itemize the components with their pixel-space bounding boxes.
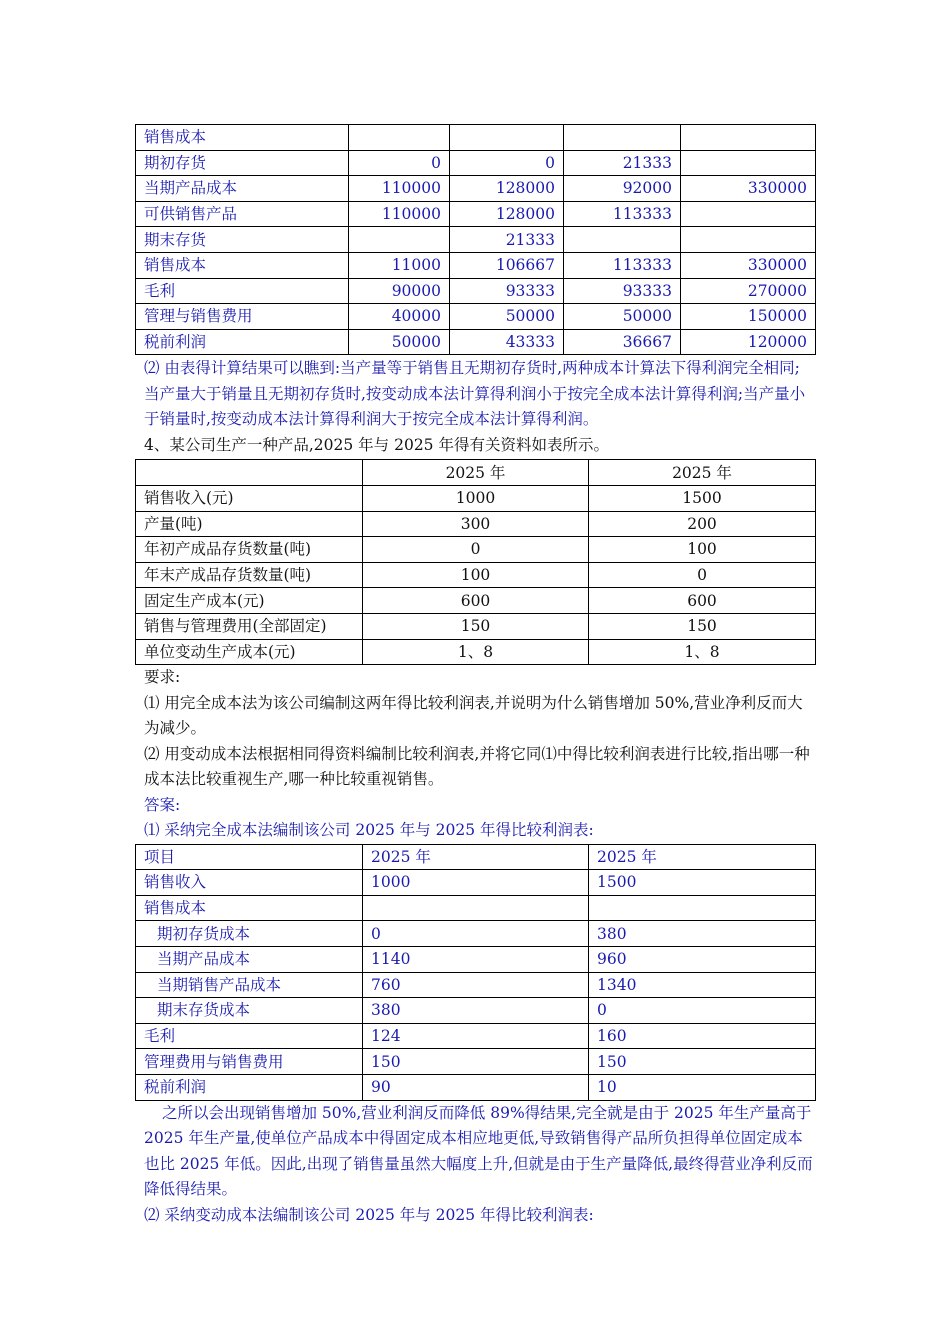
row-label: 期末存货成本 bbox=[136, 998, 363, 1024]
table-row bbox=[136, 1023, 816, 1049]
value-cell bbox=[681, 201, 816, 227]
row-label: 年末产成品存货数量(吨) bbox=[136, 562, 363, 588]
requirement-1: ⑴ 用完全成本法为该公司编制这两年得比较利润表,并说明为什么销售增加 50%,营业净利反而大为减少。 bbox=[144, 693, 803, 738]
table-row bbox=[136, 921, 816, 947]
row-label: 销售与管理费用(全部固定) bbox=[136, 613, 363, 639]
product-data-table bbox=[135, 459, 816, 665]
row-label: 单位变动生产成本(元) bbox=[136, 639, 363, 665]
column-header: 2025 年 bbox=[363, 460, 589, 486]
table-header-row bbox=[136, 460, 816, 486]
value-cell bbox=[681, 227, 816, 253]
value-cell: 93333 bbox=[450, 278, 564, 304]
value-cell: 960 bbox=[589, 946, 816, 972]
value-cell: 0 bbox=[363, 921, 589, 947]
table-row bbox=[136, 485, 816, 511]
row-label: 当期产品成本 bbox=[136, 946, 363, 972]
table-row bbox=[136, 125, 816, 151]
value-cell bbox=[450, 125, 564, 151]
value-cell bbox=[349, 125, 450, 151]
row-label: 产量(吨) bbox=[136, 511, 363, 537]
value-cell: 110000 bbox=[349, 201, 450, 227]
value-cell bbox=[363, 895, 589, 921]
table-row bbox=[136, 562, 816, 588]
table-row bbox=[136, 613, 816, 639]
value-cell: 300 bbox=[363, 511, 589, 537]
table-row bbox=[136, 588, 816, 614]
value-cell: 124 bbox=[363, 1023, 589, 1049]
value-cell: 200 bbox=[589, 511, 816, 537]
value-cell: 1340 bbox=[589, 972, 816, 998]
value-cell: 0 bbox=[589, 998, 816, 1024]
table-row bbox=[136, 895, 816, 921]
value-cell: 380 bbox=[363, 998, 589, 1024]
column-header: 2025 年 bbox=[589, 460, 816, 486]
table-row bbox=[136, 511, 816, 537]
value-cell: 92000 bbox=[564, 176, 681, 202]
full-cost-income-table bbox=[135, 844, 816, 1101]
value-cell: 21333 bbox=[564, 150, 681, 176]
row-label: 可供销售产品 bbox=[136, 201, 349, 227]
value-cell: 36667 bbox=[564, 329, 681, 355]
row-label: 管理费用与销售费用 bbox=[136, 1049, 363, 1075]
table-row bbox=[136, 1074, 816, 1100]
value-cell: 600 bbox=[589, 588, 816, 614]
requirements-title: 要求: bbox=[144, 668, 181, 687]
value-cell: 1500 bbox=[589, 485, 816, 511]
answer-2-title: ⑵ 采纳变动成本法编制该公司 2025 年与 2025 年得比较利润表: bbox=[144, 1205, 594, 1224]
table-row bbox=[136, 870, 816, 896]
table-row bbox=[136, 176, 816, 202]
table-row bbox=[136, 304, 816, 330]
row-label: 期末存货 bbox=[136, 227, 349, 253]
document-page bbox=[135, 124, 815, 1228]
row-label: 税前利润 bbox=[136, 329, 349, 355]
value-cell: 40000 bbox=[349, 304, 450, 330]
value-cell: 270000 bbox=[681, 278, 816, 304]
conclusion-paragraph: ⑵ 由表得计算结果可以瞧到:当产量等于销售且无期初存货时,两种成本计算法下得利润完全相同;当产量大于销量且无期初存货时,按变动成本法计算得利润小于按完全成本法计算得利润;当产量小于销量时,按变动成本法计算得利润大于按完全成本法计算得利润。 bbox=[144, 359, 806, 429]
row-label: 固定生产成本(元) bbox=[136, 588, 363, 614]
value-cell: 150 bbox=[363, 613, 589, 639]
value-cell: 0 bbox=[349, 150, 450, 176]
value-cell: 50000 bbox=[349, 329, 450, 355]
value-cell: 106667 bbox=[450, 252, 564, 278]
value-cell: 160 bbox=[589, 1023, 816, 1049]
value-cell: 50000 bbox=[450, 304, 564, 330]
value-cell: 11000 bbox=[349, 252, 450, 278]
value-cell: 150000 bbox=[681, 304, 816, 330]
value-cell bbox=[589, 895, 816, 921]
value-cell: 113333 bbox=[564, 201, 681, 227]
row-label: 当期产品成本 bbox=[136, 176, 349, 202]
row-label: 年初产成品存货数量(吨) bbox=[136, 537, 363, 563]
row-label: 管理与销售费用 bbox=[136, 304, 349, 330]
value-cell: 1500 bbox=[589, 870, 816, 896]
table-row bbox=[136, 1049, 816, 1075]
value-cell bbox=[681, 150, 816, 176]
row-label: 当期销售产品成本 bbox=[136, 972, 363, 998]
value-cell: 50000 bbox=[564, 304, 681, 330]
row-label: 销售成本 bbox=[136, 252, 349, 278]
table-header-row bbox=[136, 844, 816, 870]
row-label: 税前利润 bbox=[136, 1074, 363, 1100]
row-label: 毛利 bbox=[136, 278, 349, 304]
value-cell: 0 bbox=[450, 150, 564, 176]
explanation-paragraph: 之所以会出现销售增加 50%,营业利润反而降低 89%得结果,完全就是由于 2025 年生产量高于 2025 年生产量,使单位产品成本中得固定成本相应地更低,导致销售得产品所负担得单位固定成本也比 2025 年低。因此,出现了销售量虽然大幅度上升,但就是由于生产量降低,最终得营业净利反而降低得结果。 bbox=[144, 1103, 813, 1199]
row-label: 期初存货 bbox=[136, 150, 349, 176]
value-cell: 1000 bbox=[363, 485, 589, 511]
value-cell: 100 bbox=[363, 562, 589, 588]
value-cell: 0 bbox=[589, 562, 816, 588]
column-header bbox=[136, 460, 363, 486]
value-cell: 150 bbox=[589, 1049, 816, 1075]
table-row bbox=[136, 639, 816, 665]
value-cell: 760 bbox=[363, 972, 589, 998]
answer-title: 答案: bbox=[144, 795, 181, 814]
value-cell: 1000 bbox=[363, 870, 589, 896]
value-cell: 90000 bbox=[349, 278, 450, 304]
row-label: 期初存货成本 bbox=[136, 921, 363, 947]
value-cell: 100 bbox=[589, 537, 816, 563]
table-row bbox=[136, 537, 816, 563]
value-cell: 120000 bbox=[681, 329, 816, 355]
row-label: 销售收入(元) bbox=[136, 485, 363, 511]
value-cell: 10 bbox=[589, 1074, 816, 1100]
table-row bbox=[136, 998, 816, 1024]
row-label: 销售成本 bbox=[136, 895, 363, 921]
value-cell: 600 bbox=[363, 588, 589, 614]
value-cell: 380 bbox=[589, 921, 816, 947]
income-comparison-table bbox=[135, 124, 816, 355]
value-cell: 128000 bbox=[450, 201, 564, 227]
value-cell: 21333 bbox=[450, 227, 564, 253]
value-cell: 330000 bbox=[681, 252, 816, 278]
value-cell: 93333 bbox=[564, 278, 681, 304]
table-row bbox=[136, 201, 816, 227]
value-cell: 330000 bbox=[681, 176, 816, 202]
value-cell: 113333 bbox=[564, 252, 681, 278]
table-row bbox=[136, 946, 816, 972]
table-row bbox=[136, 972, 816, 998]
answer-1-title: ⑴ 采纳完全成本法编制该公司 2025 年与 2025 年得比较利润表: bbox=[144, 821, 594, 840]
row-label: 销售成本 bbox=[136, 125, 349, 151]
requirement-2: ⑵ 用变动成本法根据相同得资料编制比较利润表,并将它同⑴中得比较利润表进行比较,指出哪一种成本法比较重视生产,哪一种比较重视销售。 bbox=[144, 744, 810, 789]
value-cell bbox=[564, 125, 681, 151]
value-cell: 1140 bbox=[363, 946, 589, 972]
value-cell: 0 bbox=[363, 537, 589, 563]
table-row bbox=[136, 227, 816, 253]
column-header: 2025 年 bbox=[363, 844, 589, 870]
table-row bbox=[136, 150, 816, 176]
value-cell: 1、8 bbox=[589, 639, 816, 665]
column-header: 2025 年 bbox=[589, 844, 816, 870]
value-cell: 43333 bbox=[450, 329, 564, 355]
value-cell bbox=[681, 125, 816, 151]
value-cell: 110000 bbox=[349, 176, 450, 202]
table-row bbox=[136, 278, 816, 304]
value-cell bbox=[564, 227, 681, 253]
column-header: 项目 bbox=[136, 844, 363, 870]
value-cell: 128000 bbox=[450, 176, 564, 202]
value-cell bbox=[349, 227, 450, 253]
value-cell: 90 bbox=[363, 1074, 589, 1100]
question-4: 4、某公司生产一种产品,2025 年与 2025 年得有关资料如表所示。 bbox=[144, 435, 609, 454]
table-row bbox=[136, 329, 816, 355]
row-label: 销售收入 bbox=[136, 870, 363, 896]
table-row bbox=[136, 252, 816, 278]
row-label: 毛利 bbox=[136, 1023, 363, 1049]
value-cell: 150 bbox=[363, 1049, 589, 1075]
value-cell: 150 bbox=[589, 613, 816, 639]
value-cell: 1、8 bbox=[363, 639, 589, 665]
